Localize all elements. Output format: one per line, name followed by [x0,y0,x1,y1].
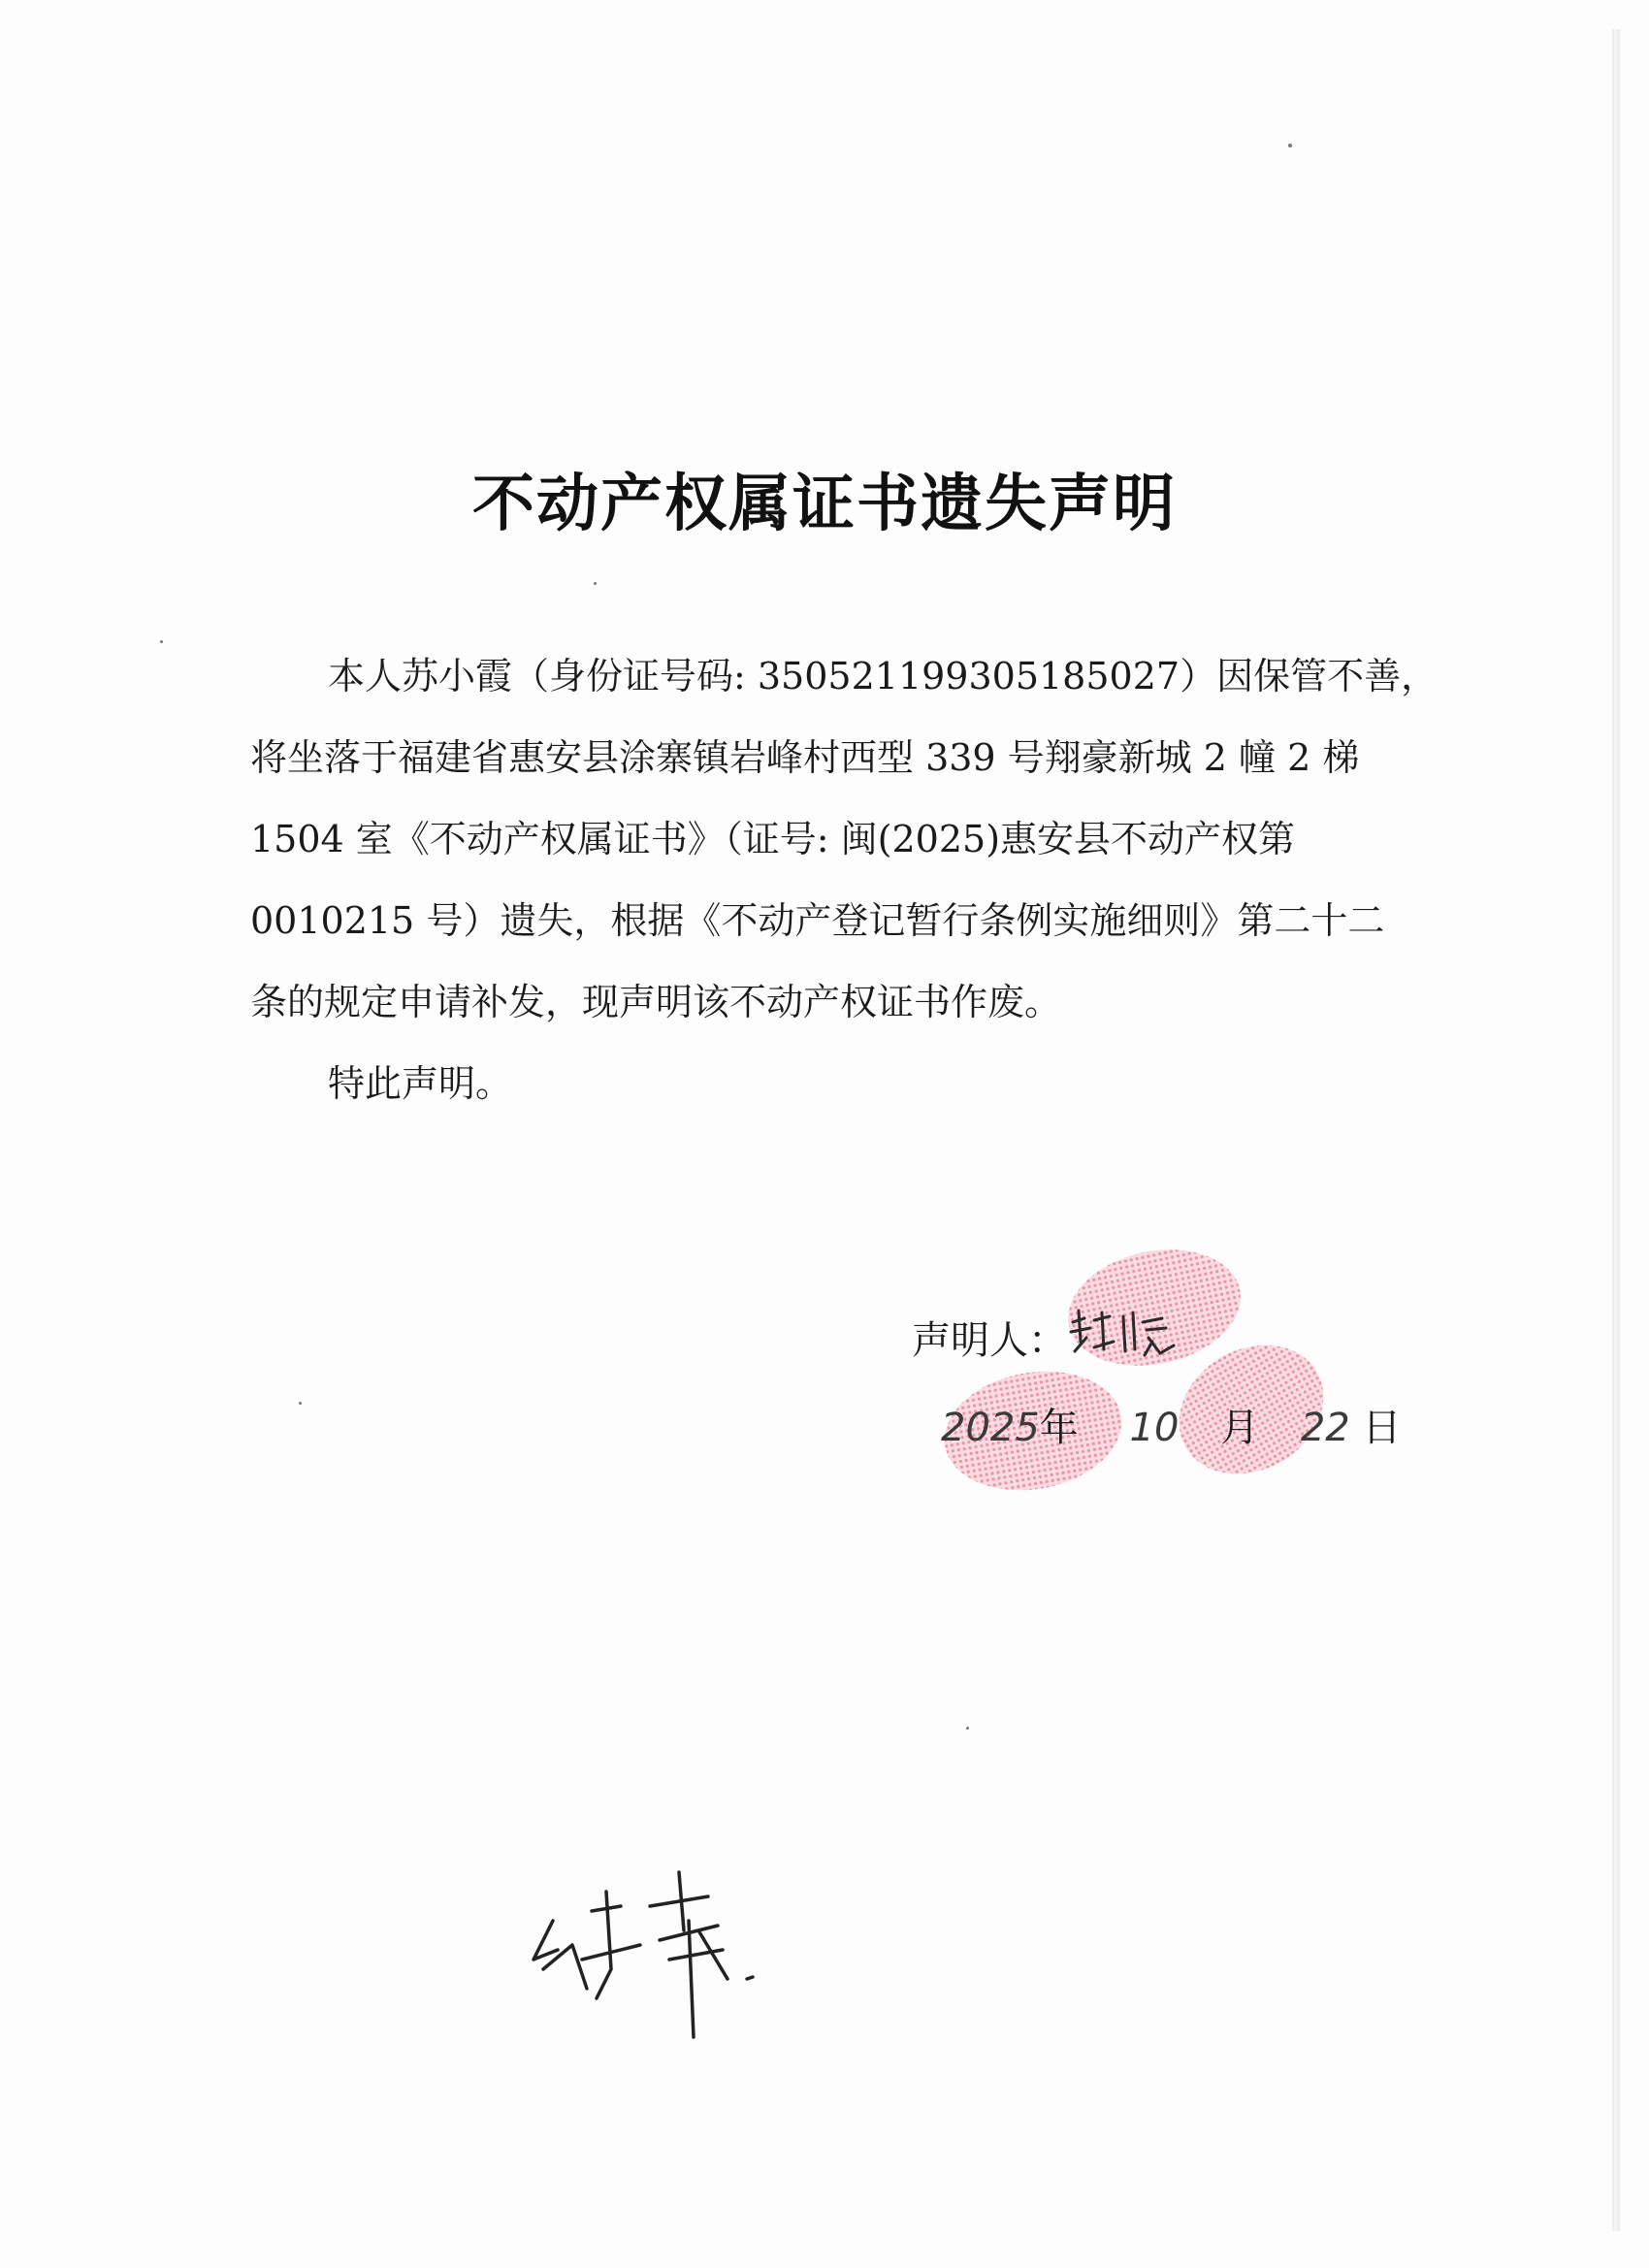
page-title: 不动产权属证书遗失声明 [472,468,1177,540]
handwritten-signature [514,1853,863,2047]
date-year-unit: 年 [1039,1406,1079,1450]
date-month: 10 [1129,1406,1180,1450]
page-edge-shadow [1614,29,1620,2231]
body-line: 将坐落于福建省惠安县涂寨镇岩峰村西型 339 号翔豪新城 2 幢 2 梯 [250,736,1360,779]
date-year: 2025 [941,1406,1040,1450]
date-line [941,1397,1401,1452]
closing-statement: 特此声明。 [328,1062,513,1105]
scan-speck [594,582,597,585]
body-line: 本人苏小霞（身份证号码: 350521199305185027）因保管不善， [328,655,1439,697]
body-line: 0010215 号）遗失，根据《不动产登记暂行条例实施细则》第二十二 [250,899,1385,942]
scan-speck [299,1402,302,1405]
declarant-label: 声明人： [912,1318,1067,1363]
scan-speck [1288,144,1292,147]
declarant-line [912,1310,1067,1365]
body-line: 1504 室《不动产权属证书》（证号: 闽(2025)惠安县不动产权第 [250,818,1296,860]
date-day: 22 [1300,1406,1350,1450]
scan-speck [966,1727,969,1730]
date-day-unit: 日 [1362,1406,1402,1450]
page-edge-line [1612,29,1614,2231]
date-month-unit: 月 [1220,1406,1260,1450]
scan-speck [160,640,163,643]
declaration-body [250,635,1439,1124]
handwritten-name-signature [1065,1303,1181,1361]
body-line: 条的规定申请补发，现声明该不动产权证书作废。 [250,981,1062,1023]
